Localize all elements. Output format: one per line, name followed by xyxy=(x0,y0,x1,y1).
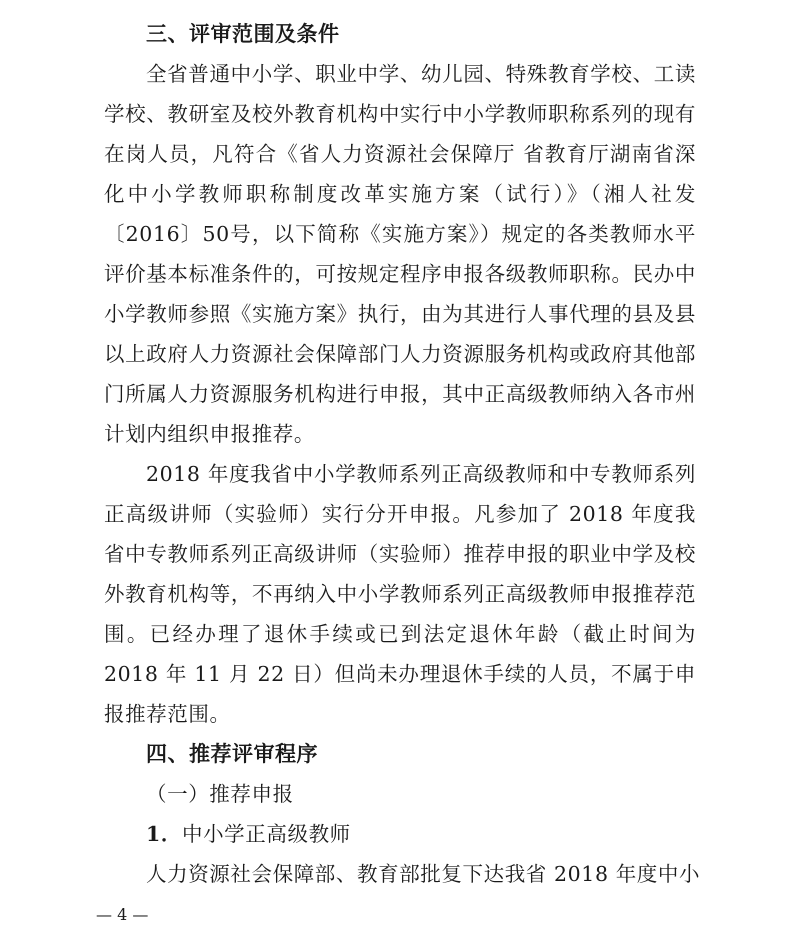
document-body xyxy=(104,14,701,894)
subsection-heading-recommendation: （一）推荐申报 xyxy=(146,782,294,806)
page-number: — 4 — xyxy=(96,905,149,924)
item-label: 中小学正高级教师 xyxy=(181,822,351,846)
item-number: 1． xyxy=(146,822,182,846)
item-heading-senior-teacher xyxy=(104,814,696,854)
section-heading-3: 三、评审范围及条件 xyxy=(146,22,340,46)
paragraph-approval: 人力资源社会保障部、教育部批复下达我省 2018 年度中小 xyxy=(146,862,701,886)
section-heading-4: 四、推荐评审程序 xyxy=(146,742,318,766)
paragraph-eligibility: 全省普通中小学、职业中学、幼儿园、特殊教育学校、工读学校、教研室及校外教育机构中实行中小学教师职称系列的现有在岗人员，凡符合《省人力资源社会保障厅 省教育厅湖南省深化中小学教师职称制度改革实施方案（试行）》（湘人社发〔2016〕50号，以下简称《实施方案》）规定的各类教师水平评价基本标准条件的，可按规定程序申报各级教师职称。民办中小学教师参照《实施方案》执行，由为其进行人事代理的县及县以上政府人力资源社会保障部门人力资源服务机构或政府其他部门所属人力资源服务机构进行申报，其中正高级教师纳入各市州计划内组织申报推荐。 xyxy=(104,62,696,446)
paragraph-separate-application: 2018 年度我省中小学教师系列正高级教师和中专教师系列正高级讲师（实验师）实行分开申报。凡参加了 2018 年度我省中专教师系列正高级讲师（实验师）推荐申报的职业中学及校外教育机构等，不再纳入中小学教师系列正高级教师申报推荐范围。已经办理了退休手续或已到法定退休年龄（截止时间为 2018 年 11 月 22 日）但尚未办理退休手续的人员，不属于申报推荐范围。 xyxy=(104,462,696,726)
